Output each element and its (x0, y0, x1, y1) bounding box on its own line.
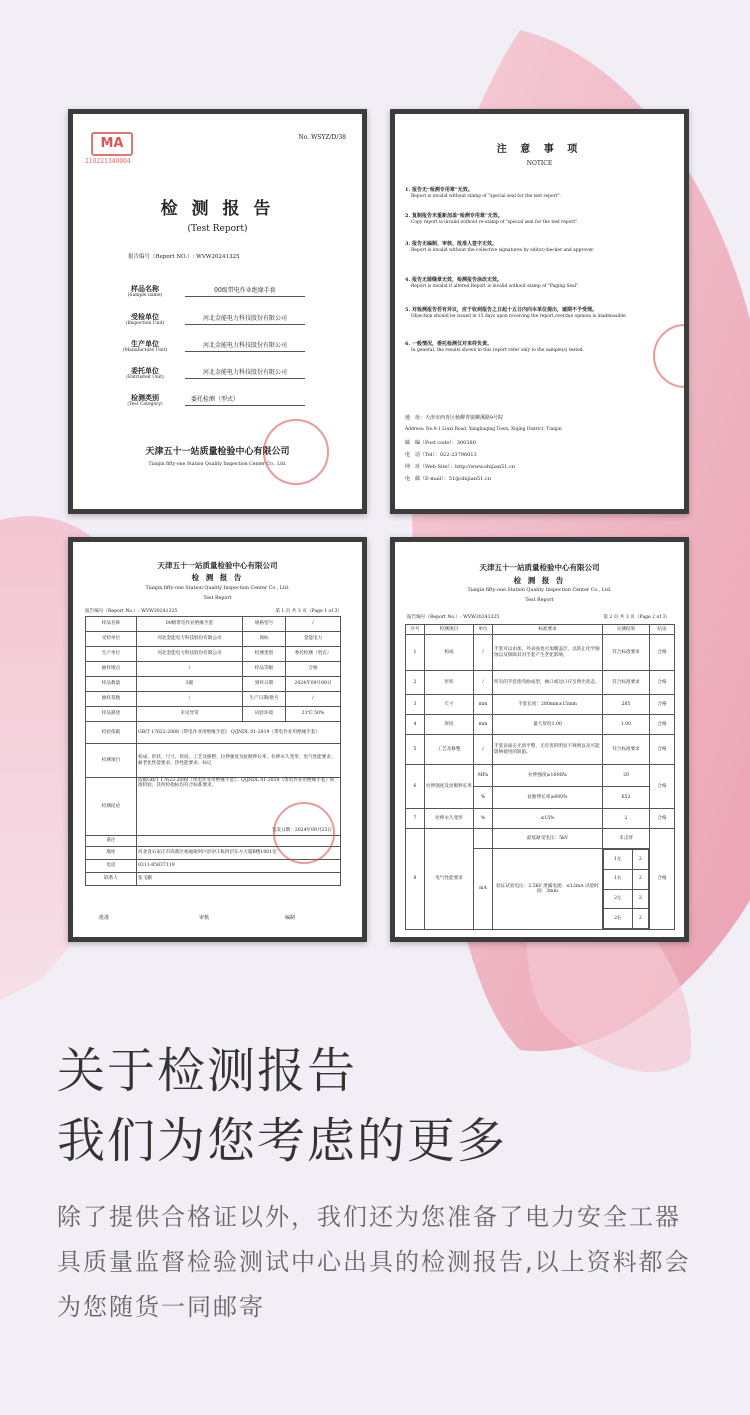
cell: 拉伸强度≥16MPa (493, 765, 603, 787)
cell: mm (474, 715, 493, 735)
cell: ≤15% (493, 809, 603, 829)
cell: 到样日期 (243, 677, 286, 692)
cell: 手套长度：280mm±15mm (493, 695, 603, 715)
cell: 检测结论 (86, 778, 137, 836)
cell: 厚度 (425, 715, 474, 735)
sub-cell: 1左 (604, 850, 633, 870)
cell: 2024年09月09日 (286, 677, 341, 692)
field-value: 河北金能电力科技股份有限公司 (202, 342, 287, 349)
cell: 电气性能要求 (425, 829, 474, 930)
cell: 最低耐受电压：5kV (493, 829, 603, 849)
cell: 未见异常 (137, 707, 243, 722)
sign-role: 审核 (199, 915, 210, 921)
cell: 形状 (425, 671, 474, 695)
sub-cell: 2 (632, 869, 648, 889)
report-page-1 (68, 537, 367, 942)
cell: 合格 (650, 695, 675, 715)
cell: 金能电力 (286, 632, 341, 647)
header-cell: 检测项目 (425, 625, 474, 635)
cell: 3副 (137, 677, 243, 692)
sub-results (603, 849, 650, 930)
field-value: 河北金能电力科技股份有限公司 (202, 369, 287, 376)
org-name: 天津五十一站质量检验中心有限公司 (157, 561, 278, 570)
cell: / (474, 635, 493, 671)
cell: 检验依据 (86, 722, 137, 744)
cell: / (474, 735, 493, 765)
field-label: 检测类别 (131, 393, 159, 402)
cell: % (474, 809, 493, 829)
field-label-en: (Inspection Unit) (125, 321, 165, 326)
cell: 联系人 (86, 873, 137, 886)
cell: 合格 (650, 765, 675, 809)
header-cell: 标准要求 (493, 625, 603, 635)
cell: 最大厚度1.00 (493, 715, 603, 735)
cell: 4 (406, 715, 425, 735)
cell: / (137, 662, 243, 677)
cell: 工艺及修整 (425, 735, 474, 765)
cell: 样品数量 (86, 677, 137, 692)
cell: / (286, 692, 341, 707)
report-cover-page (68, 109, 367, 514)
org-name: 天津五十一站质量检验中心有限公司 (479, 563, 600, 572)
cell: 试验环境 (243, 707, 286, 722)
cell: 扯断伸长率≥600% (493, 787, 603, 809)
page-indicator: 第 2 页 共 3 页（Page 2 of 3） (603, 615, 670, 620)
cell: 手套可以由加、外表面也可加覆盖层，以防止化学腐蚀以及保障其对手套产生老化影响。 (493, 635, 603, 671)
header-cell: 结论 (650, 625, 675, 635)
notice-item: 2. 复制报告未重新加盖“检测专用章”无效。 (405, 213, 503, 219)
cell: 20 (603, 765, 650, 787)
cell (474, 829, 493, 849)
cell: 样品描述 (86, 707, 137, 722)
cell: % (474, 787, 493, 809)
cell: 合格 (650, 635, 675, 671)
cell: 规格型号 (243, 617, 286, 632)
cell: 符合标准要求 (603, 735, 650, 765)
cell: 符合标准要求 (603, 671, 650, 695)
sub-cell: 2 (632, 889, 648, 909)
ma-logo: MA (91, 132, 133, 156)
org-name-en: Tianjin fifty-one Station Quality Inspection Center Co., Ltd. (145, 586, 290, 591)
cell: 验证试验电压：2.5kV 泄漏电流：≤12mA 试验时间：3min (493, 849, 603, 930)
notice-item: 5. 对检测报告若有异议，应于收到报告之日起十五日内向本单位提出，逾期不予受理。 (405, 307, 597, 313)
cell: MPa (474, 765, 493, 787)
notice-item: 4. 报告无骑缝章无效，检测报告涂改无效。 (405, 277, 502, 283)
field-label: 样品名称 (131, 284, 159, 293)
cell: 电话 (86, 860, 137, 873)
cell: 2 (603, 809, 650, 829)
report-number: 报告编号（Report No.）: WVW20241325 (407, 615, 500, 620)
field-label-en: (Manufacture Unit) (122, 348, 168, 353)
cell: 备注 (86, 836, 137, 847)
notice-item-en: Copy report is invalid without re-stamp of "special seal for the test report". (411, 220, 579, 225)
contact-line: 地 址：天津市西青区杨柳青镇柳溪路9号院 (405, 415, 504, 421)
cell: 生产日期/批号 (243, 692, 286, 707)
cell: 3 (406, 695, 425, 715)
cell: 尺寸 (425, 695, 474, 715)
cell: 所有的手套指弯曲成型，袖口或边口应呈伸出状态。 (493, 671, 603, 695)
official-seal (273, 802, 335, 864)
cell: 抽样基数 (86, 692, 137, 707)
cell: 拉伸强度及扯断伸长率 (425, 765, 474, 809)
cell: 地址 (86, 847, 137, 860)
cell: 2 (406, 671, 425, 695)
org-name: 天津五十一站质量检验中心有限公司 (145, 447, 290, 457)
official-seal (653, 324, 684, 388)
notice-title-en: NOTICE (526, 160, 553, 167)
description-paragraph: 除了提供合格证以外，我们还为您准备了电力安全工器具质量监督检验测试中心出具的检测报告,以上资料都会为您随货一同邮寄 (57, 1203, 691, 1321)
cell: 未击穿 (603, 829, 650, 849)
cell: / (137, 692, 243, 707)
cell: 8 (406, 829, 425, 930)
cell: 652 (603, 787, 650, 809)
cell: 合格 (650, 809, 675, 829)
cell: GB/T 17622-2008《带电作业用绝缘手套》 Q/JNDL 01-2019《带电作业用绝缘手套》 (137, 722, 341, 744)
notice-item-en: Objection should be issued in 15 days upon receiving the report,overdue opinion is inadmissible. (411, 314, 627, 319)
cell: 合格 (650, 735, 675, 765)
cell: 检测项目 (86, 744, 137, 778)
cell: 河北省石家庄市高新区裕通街95号四区1栋四层东方大厦B楼1001室 (137, 847, 341, 860)
cell: 样品名称 (86, 617, 137, 632)
cell: 张飞鹏 (137, 873, 341, 886)
sub-cell: 2左 (604, 889, 633, 909)
org-name-en: Tianjin fifty-one Station Quality Inspection Center Co., Ltd. (148, 462, 287, 467)
cell: 受检单位 (86, 632, 137, 647)
cell: 6 (406, 765, 425, 809)
cell: 1.00 (603, 715, 650, 735)
notice-item-en: Report is invalid if altered.Report is invalid without stamp of "Paging Seal". (411, 284, 580, 289)
cell: 检测类别 (243, 647, 286, 662)
cell: 285 (603, 695, 650, 715)
cell: 1 (406, 635, 425, 671)
cell: 河北金能电力科技股份有限公司 (137, 647, 243, 662)
cell: 委托检测（型式） (286, 647, 341, 662)
cell: / (286, 617, 341, 632)
field-label-en: (Sample name) (127, 293, 163, 298)
report-serial: No. WSYZ/D/38 (298, 134, 346, 141)
headline-secondary: 我们为您考虑的更多 (57, 1113, 508, 1169)
field-value: 河北金能电力科技股份有限公司 (202, 315, 287, 322)
cell: mA (474, 849, 493, 930)
cell: 符合标准要求 (603, 635, 650, 671)
header-cell: 序号 (406, 625, 425, 635)
report-title-en: (Test Report) (187, 224, 248, 234)
cell: 7 (406, 809, 425, 829)
cell: 样品等级 (243, 662, 286, 677)
field-value: 00级带电作业绝缘手套 (214, 287, 276, 294)
report-title: 检 测 报 告 (513, 576, 566, 585)
page-indicator: 第 1 页 共 3 页（Page 1 of 3） (275, 609, 342, 614)
sub-cell: 2右 (604, 909, 633, 929)
report-number: 报告编号（Report No.）: WVW20241325 (85, 609, 178, 614)
report-number: 报告编号（Report NO.）: WVW20241325 (128, 254, 240, 260)
cell: 21℃ 50% (286, 707, 341, 722)
header-cell: 实测结果 (603, 625, 650, 635)
contact-line: 电 话（Tel）：022-23796013 (405, 452, 477, 458)
report-title-en: Test Report (203, 596, 232, 601)
cell: 抽样地点 (86, 662, 137, 677)
cell: 商标 (243, 632, 286, 647)
field-label-en: (Test Category) (127, 402, 163, 407)
sub-cell: 2 (632, 850, 648, 870)
field-value: 委托检测（型式） (191, 396, 240, 403)
report-title: 检 测 报 告 (191, 573, 244, 582)
field-label: 受检单位 (131, 312, 159, 321)
sign-date: 签发日期：2024年09月23日 (271, 827, 332, 833)
sign-role: 编制 (285, 915, 296, 921)
report-title-en: Test Report (525, 598, 554, 603)
results-table (405, 624, 675, 930)
notice-title: 注 意 事 项 (496, 144, 583, 155)
conclusion-text: 依据GB/T 17622-2008《带电作业用绝缘手套》、Q/JNDL 01-2019《带电作业用绝缘手套》标准检验，其所检指标均符合标准要求。 (138, 778, 335, 789)
field-label: 生产单位 (131, 339, 159, 348)
field-label-en: (Entrusted Unit) (126, 375, 164, 380)
cell: 合格 (650, 715, 675, 735)
cell: 拉伸永久变形 (425, 809, 474, 829)
report-title: 检 测 报 告 (160, 199, 275, 219)
contact-line: Address: No.9-1 Liuxi Road, Yangliuqing Town, Xiqing District, Tianjin (405, 427, 562, 432)
notice-item-en: Report is invalid without the collective signatures by editor,checker and approver. (411, 248, 595, 253)
cell: 合格 (650, 829, 675, 930)
cell: 构成 (425, 635, 474, 671)
cell: 0311-85837119 (137, 860, 341, 873)
contact-line: 网 址（Web Site）：http://www.shijian51.cn (405, 464, 516, 470)
report-notice-page (390, 109, 689, 514)
notice-item-en: Report is invalid without stamp of "special seal for the test report". (411, 194, 561, 199)
cell: 手套表面应光滑平整，无有害的明显不规则以及可能影响使用的缺陷。 (493, 735, 603, 765)
report-page-2 (390, 537, 689, 942)
sign-role: 批准 (99, 915, 110, 921)
cell: 00级带电作业绝缘手套 (137, 617, 243, 632)
contact-line: 电 邮（E-mail）：51@shijian51.cn (405, 476, 491, 482)
cell: 河北金能电力科技股份有限公司 (137, 632, 243, 647)
cell: / (474, 671, 493, 695)
notice-item: 6. 一般情况，委托检测仅对来样负责。 (405, 341, 492, 347)
cell: 构成、形状、尺寸、厚度、工艺及修整、拉伸强度及扯断伸长率、拉伸永久变形、电气性能要求、耐老化性能要求、热性能要求、标记 (137, 744, 341, 778)
cell: 合格 (650, 671, 675, 695)
headline-primary: 关于检测报告 (57, 1043, 358, 1099)
official-seal (263, 419, 329, 485)
org-name-en: Tianjin fifty-one Station Quality Inspection Center Co., Ltd. (467, 588, 612, 593)
cell: 生产单位 (86, 647, 137, 662)
notice-item-en: In general, the results shown in this report refer only to the sample(s) tested. (411, 348, 584, 353)
cell: 5 (406, 735, 425, 765)
sub-cell: 1右 (604, 869, 633, 889)
notice-item: 3. 报告无编制、审核、批准人签字无效。 (405, 241, 497, 247)
notice-item: 1. 报告无“检测专用章”无效。 (405, 187, 473, 193)
cell: mm (474, 695, 493, 715)
cell: 合格 (286, 662, 341, 677)
ma-code: 210221340004 (85, 158, 131, 165)
field-label: 委托单位 (131, 366, 159, 375)
header-cell: 单位 (474, 625, 493, 635)
contact-line: 邮 编（Post code）：300380 (405, 440, 476, 446)
sub-cell: 2 (632, 909, 648, 929)
